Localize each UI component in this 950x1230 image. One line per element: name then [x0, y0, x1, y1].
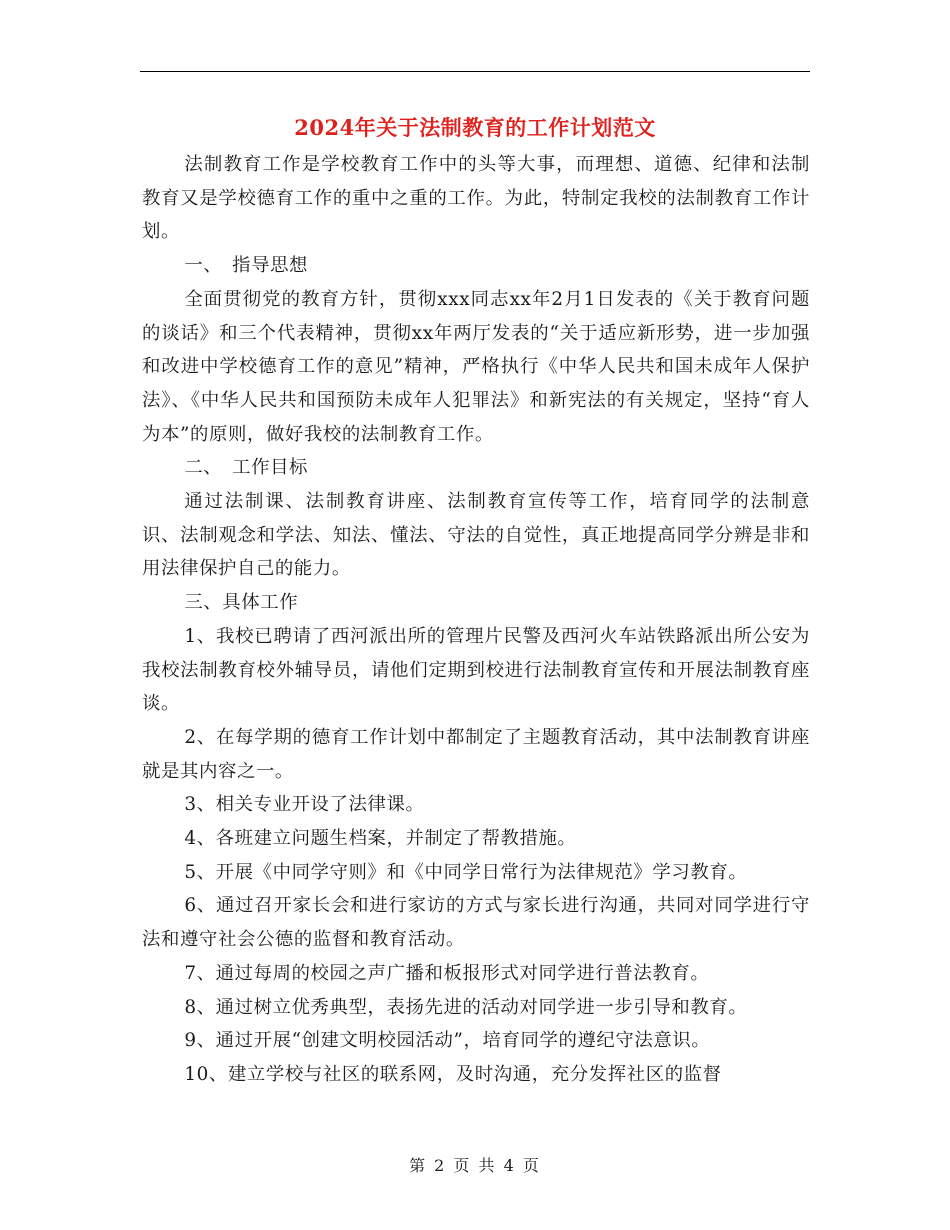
section-heading: 三、具体工作	[184, 592, 299, 614]
list-item: 3、相关专业开设了法律课。	[184, 794, 425, 816]
list-item: 8、通过树立优秀典型，表扬先进的活动对同学进一步引导和教育。	[184, 996, 748, 1018]
list-item: 2、在每学期的德育工作计划中都制定了主题教育活动，其中法制教育讲座就是其内容之一。	[142, 726, 810, 782]
paragraph: 全面贯彻党的教育方针，贯彻xxx同志xx年2月1日发表的《关于教育问题的谈话》和三个代表精神，贯彻xx年两厅发表的“关于适应新形势，进一步加强和改进中学校德育工作的意见”精神，严格执行《中华人民共和国未成年人保护法》、《中华人民共和国预防未成年人犯罪法》和新宪法的有关规定，坚持“育人为本”的原则，做好我校的法制教育工作。	[142, 288, 810, 445]
header-rule	[140, 71, 810, 72]
document-title: 2024年关于法制教育的工作计划范文	[294, 115, 656, 140]
page-footer: 第 2 页 共 4 页	[409, 1156, 541, 1175]
list-item: 10、建立学校与社区的联系网，及时沟通，充分发挥社区的监督	[184, 1063, 722, 1085]
list-item: 6、通过召开家长会和进行家访的方式与家长进行沟通，共同对同学进行守法和遵守社会公德的监督和教育活动。	[142, 895, 810, 951]
section-heading: 二、 工作目标	[184, 457, 309, 479]
list-item: 9、通过开展“创建文明校园活动”，培育同学的遵纪守法意识。	[184, 1030, 711, 1052]
list-item: 7、通过每周的校园之声广播和板报形式对同学进行普法教育。	[184, 962, 710, 984]
paragraph: 通过法制课、法制教育讲座、法制教育宣传等工作，培育同学的法制意识、法制观念和学法、知法、懂法、守法的自觉性，真正地提高同学分辨是非和用法律保护自己的能力。	[142, 491, 810, 580]
list-item: 5、开展《中同学守则》和《中同学日常行为法律规范》学习教育。	[184, 861, 748, 883]
list-item: 4、各班建立问题生档案，并制定了帮教措施。	[184, 828, 577, 850]
list-item: 1、我校已聘请了西河派出所的管理片民警及西河火车站铁路派出所公安为我校法制教育校外辅导员，请他们定期到校进行法制教育宣传和开展法制教育座谈。	[142, 625, 810, 715]
section-heading: 一、 指导思想	[184, 255, 309, 277]
document-body	[142, 148, 810, 1092]
paragraph: 法制教育工作是学校教育工作中的头等大事，而理想、道德、纪律和法制教育又是学校德育工作的重中之重的工作。为此，特制定我校的法制教育工作计划。	[142, 154, 810, 243]
